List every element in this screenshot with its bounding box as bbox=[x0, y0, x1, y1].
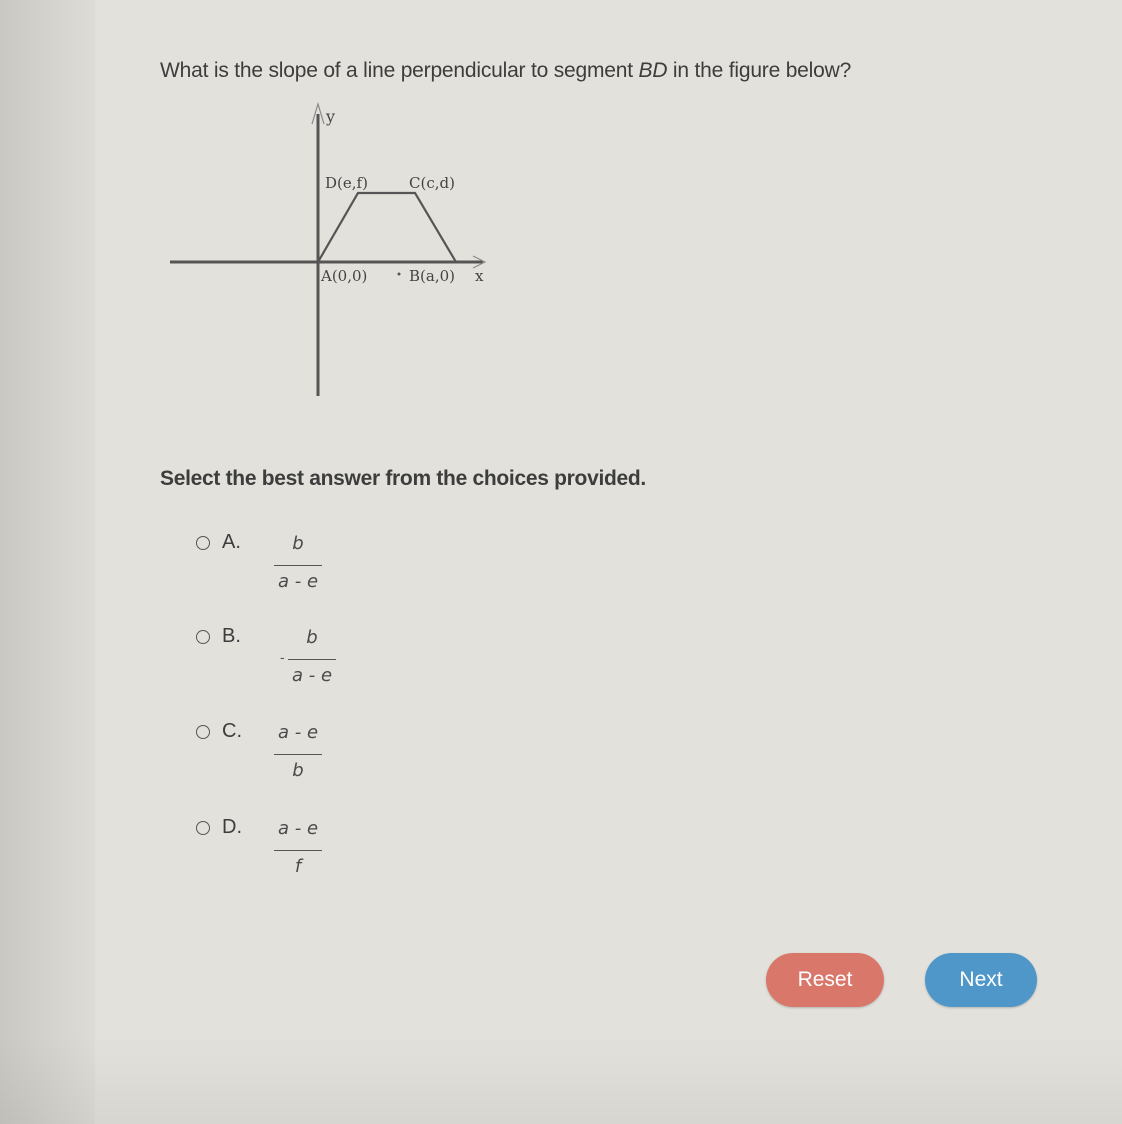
choice-letter: A. bbox=[222, 531, 241, 553]
numerator: a - e bbox=[277, 722, 319, 743]
point-marker-dot bbox=[398, 273, 401, 276]
fraction-bar bbox=[288, 659, 336, 660]
radio-button[interactable] bbox=[196, 821, 210, 835]
choice-b[interactable] bbox=[196, 627, 496, 707]
choice-d[interactable] bbox=[196, 818, 496, 898]
negative-sign: - bbox=[280, 649, 285, 665]
instruction-text: Select the best answer from the choices provided. bbox=[160, 467, 646, 490]
point-b-label: B(a,0) bbox=[409, 267, 455, 285]
trapezoid bbox=[318, 193, 456, 262]
fraction-bar bbox=[274, 565, 322, 566]
numerator: b bbox=[306, 627, 318, 648]
question-segment: BD bbox=[638, 59, 668, 82]
point-d-label: D(e,f) bbox=[325, 174, 368, 192]
y-axis-label: y bbox=[326, 107, 336, 126]
numerator: a - e bbox=[277, 818, 319, 839]
radio-button[interactable] bbox=[196, 536, 210, 550]
bottom-shadow bbox=[0, 1034, 1122, 1124]
choice-letter: B. bbox=[222, 625, 241, 647]
question-text bbox=[160, 59, 851, 83]
denominator: f bbox=[294, 856, 302, 877]
radio-button[interactable] bbox=[196, 630, 210, 644]
choice-a[interactable] bbox=[196, 533, 496, 613]
denominator: b bbox=[292, 760, 304, 781]
choice-letter: D. bbox=[222, 816, 242, 838]
denominator: a - e bbox=[291, 665, 333, 686]
fraction-bar bbox=[274, 850, 322, 851]
radio-button[interactable] bbox=[196, 725, 210, 739]
next-button[interactable]: Next bbox=[925, 953, 1037, 1007]
choice-letter: C. bbox=[222, 720, 242, 742]
left-shadow bbox=[0, 0, 95, 1124]
choice-c[interactable] bbox=[196, 722, 496, 802]
reset-button[interactable]: Reset bbox=[766, 953, 884, 1007]
point-c-label: C(c,d) bbox=[409, 174, 455, 192]
x-axis-label: x bbox=[475, 267, 484, 285]
question-text-before: What is the slope of a line perpendicular to segment bbox=[160, 59, 639, 82]
numerator: b bbox=[292, 533, 304, 554]
denominator: a - e bbox=[277, 571, 319, 592]
point-a-label: A(0,0) bbox=[321, 267, 368, 285]
trapezoid-figure bbox=[165, 96, 505, 406]
fraction-bar bbox=[274, 754, 322, 755]
question-text-after: in the figure below? bbox=[667, 59, 852, 82]
